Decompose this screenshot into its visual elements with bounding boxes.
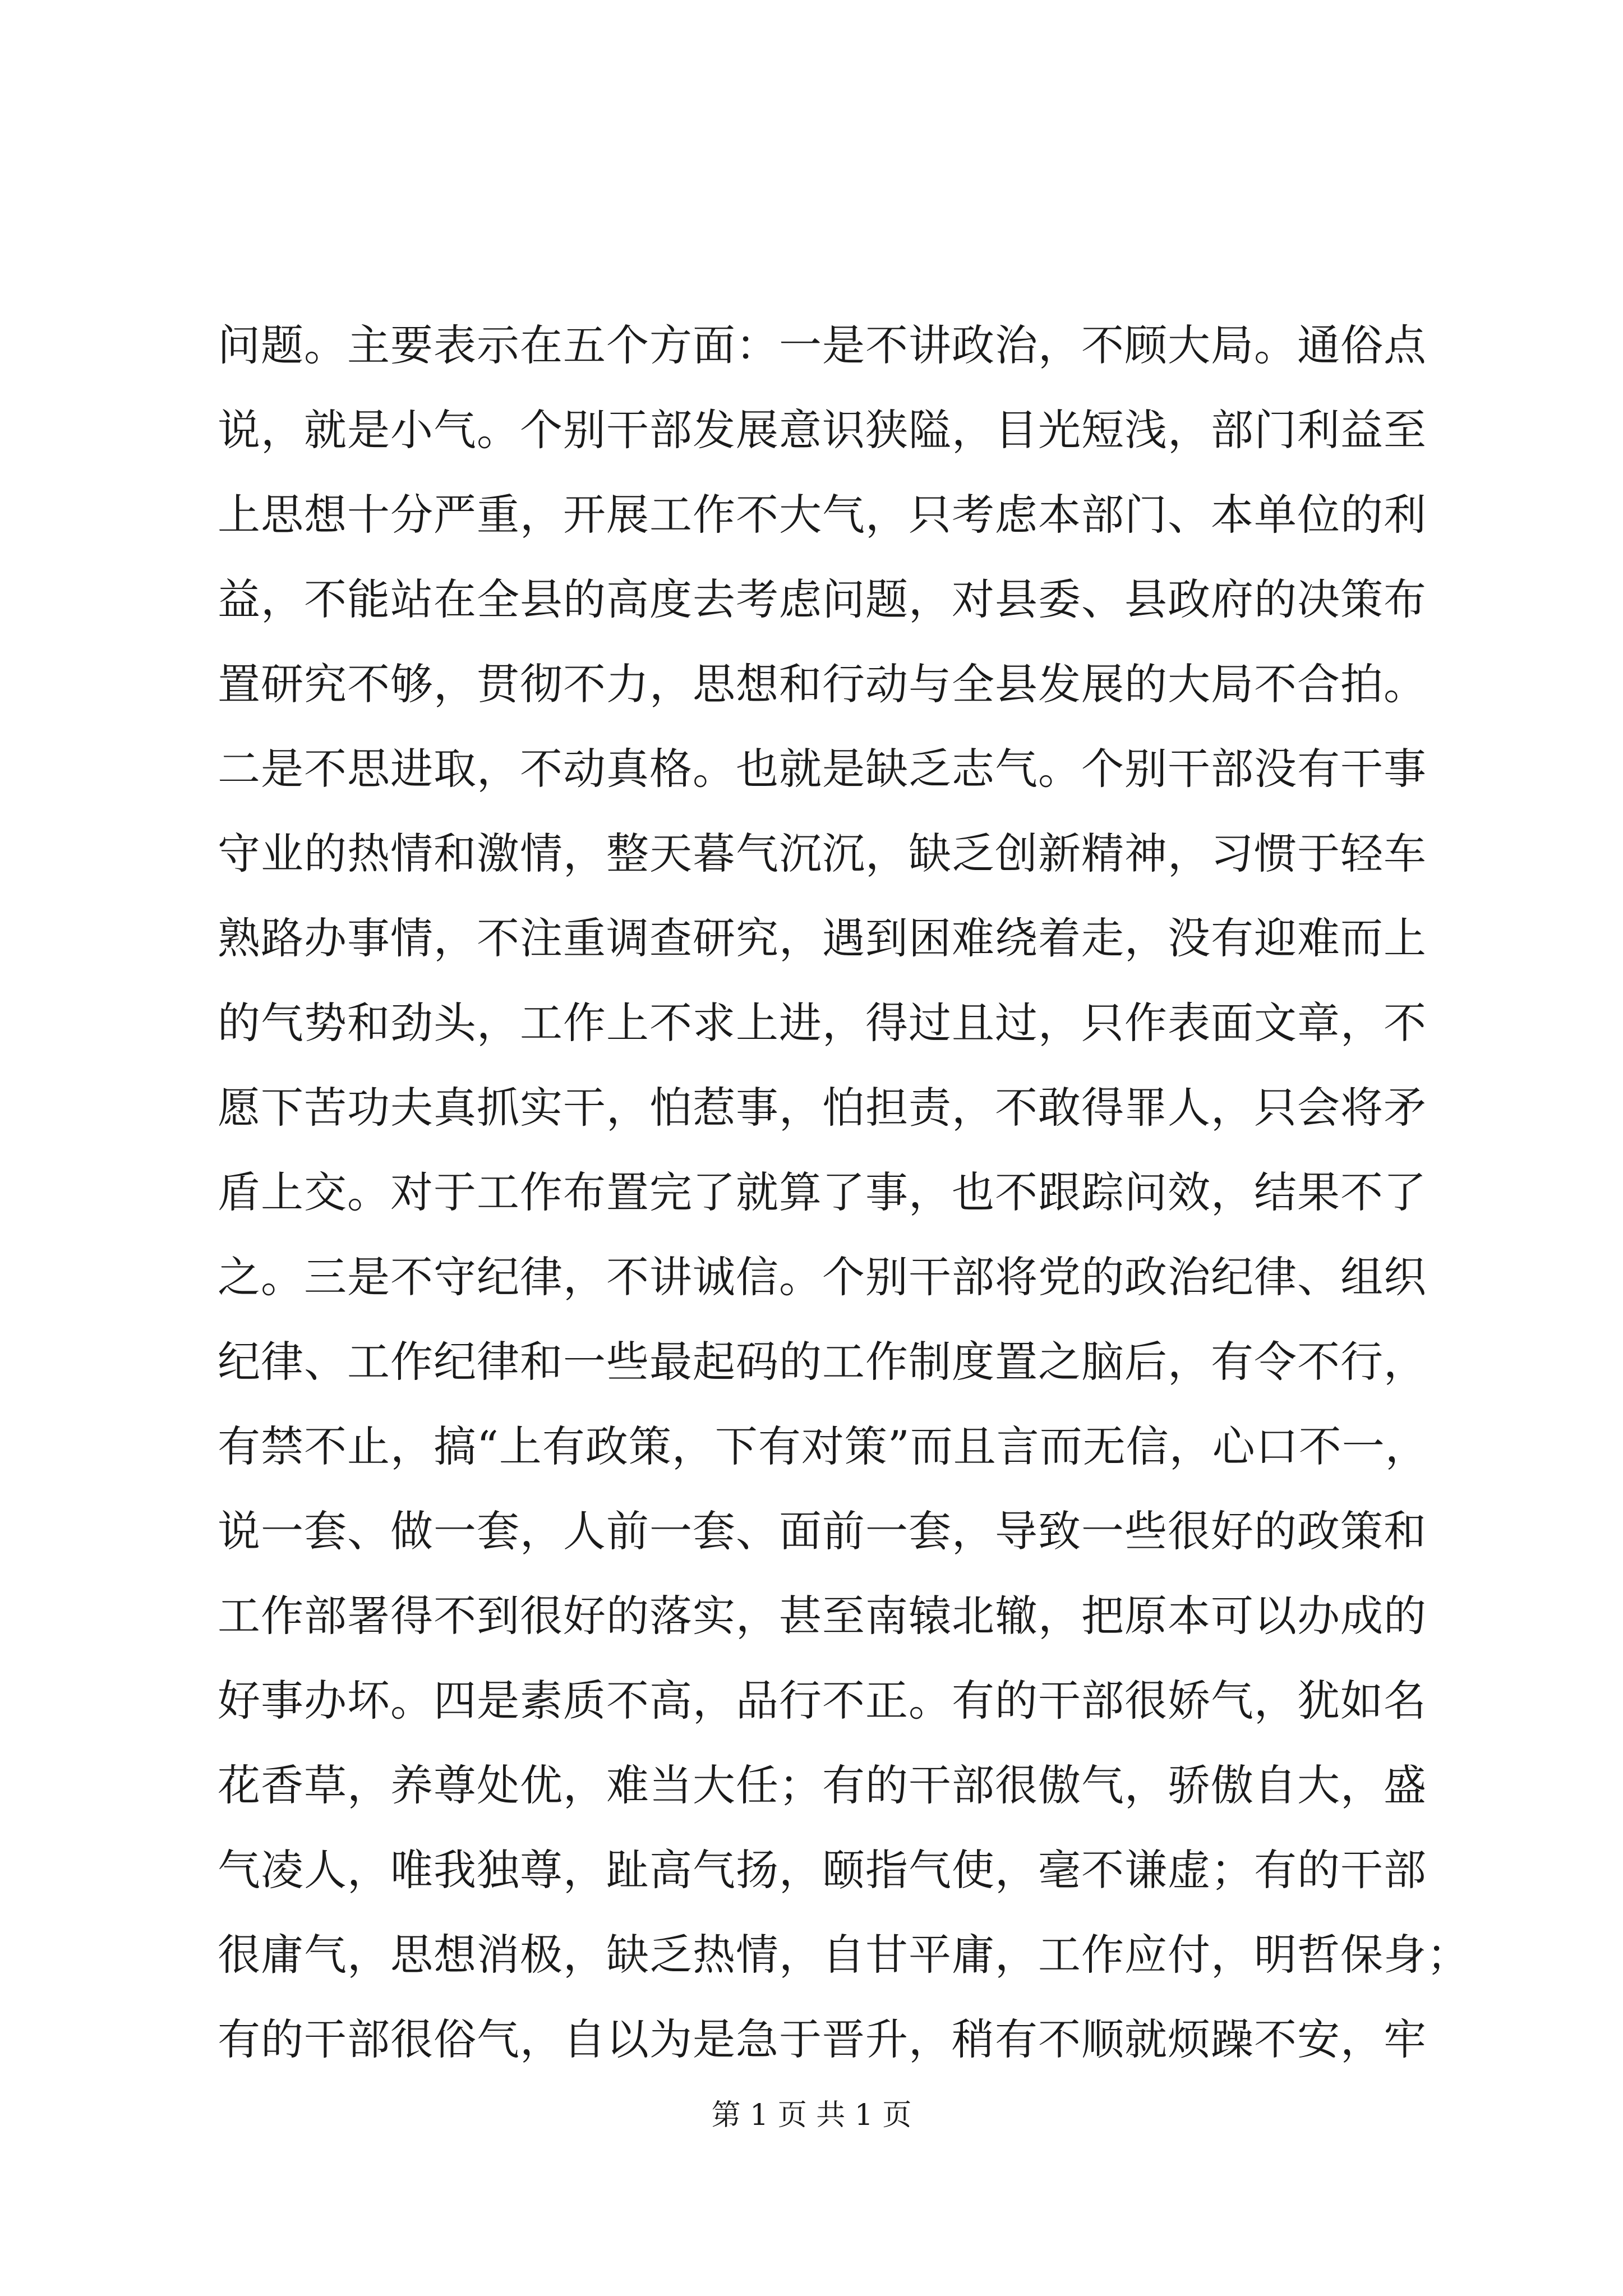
text-line: 置研究不够，贯彻不力，思想和行动与全县发展的大局不合拍。 <box>218 659 1427 709</box>
page-footer: 第 1 页 共 1 页 <box>711 2099 912 2132</box>
text-line: 说一套、做一套，人前一套、面前一套，导致一些很好的政策和 <box>218 1506 1427 1556</box>
text-line: 二是不思进取，不动真格。也就是缺乏志气。个别干部没有干事 <box>218 744 1427 794</box>
text-line: 有禁不止，搞“上有政策，下有对策”而且言而无信，心口不一， <box>218 1421 1428 1471</box>
text-line: 问题。主要表示在五个方面：一是不讲政治，不顾大局。通俗点 <box>218 320 1427 370</box>
text-line: 有的干部很俗气，自以为是急于晋升，稍有不顺就烦躁不安，牢 <box>218 2014 1427 2064</box>
text-line: 工作部署得不到很好的落实，甚至南辕北辙，把原本可以办成的 <box>218 1591 1427 1641</box>
text-line: 说，就是小气。个别干部发展意识狭隘，目光短浅，部门利益至 <box>218 405 1427 455</box>
text-line: 很庸气，思想消极，缺乏热情，自甘平庸，工作应付，明哲保身； <box>218 1930 1470 1980</box>
text-line: 气凌人，唯我独尊，趾高气扬，颐指气使，毫不谦虚；有的干部 <box>218 1845 1427 1895</box>
text-line: 纪律、工作纪律和一些最起码的工作制度置之脑后，有令不行， <box>218 1337 1427 1387</box>
body-text <box>218 303 1470 2082</box>
text-line: 盾上交。对于工作布置完了就算了事，也不跟踪问效，结果不了 <box>218 1167 1427 1217</box>
text-line: 守业的热情和激情，整天暮气沉沉，缺乏创新精神，习惯于轻车 <box>218 829 1427 878</box>
text-line: 好事办坏。四是素质不高，品行不正。有的干部很娇气，犹如名 <box>218 1676 1427 1726</box>
text-line: 上思想十分严重，开展工作不大气，只考虑本部门、本单位的利 <box>218 490 1427 540</box>
text-line: 之。三是不守纪律，不讲诚信。个别干部将党的政治纪律、组织 <box>218 1252 1427 1302</box>
text-line: 益，不能站在全县的高度去考虑问题，对县委、县政府的决策布 <box>218 574 1427 624</box>
text-line: 愿下苦功夫真抓实干，怕惹事，怕担责，不敢得罪人，只会将矛 <box>218 1083 1427 1133</box>
text-line: 熟路办事情，不注重调查研究，遇到困难绕着走，没有迎难而上 <box>218 913 1427 963</box>
text-line: 花香草，养尊处优，难当大任；有的干部很傲气，骄傲自大，盛 <box>218 1760 1427 1810</box>
text-line: 的气势和劲头，工作上不求上进，得过且过，只作表面文章，不 <box>218 998 1427 1048</box>
